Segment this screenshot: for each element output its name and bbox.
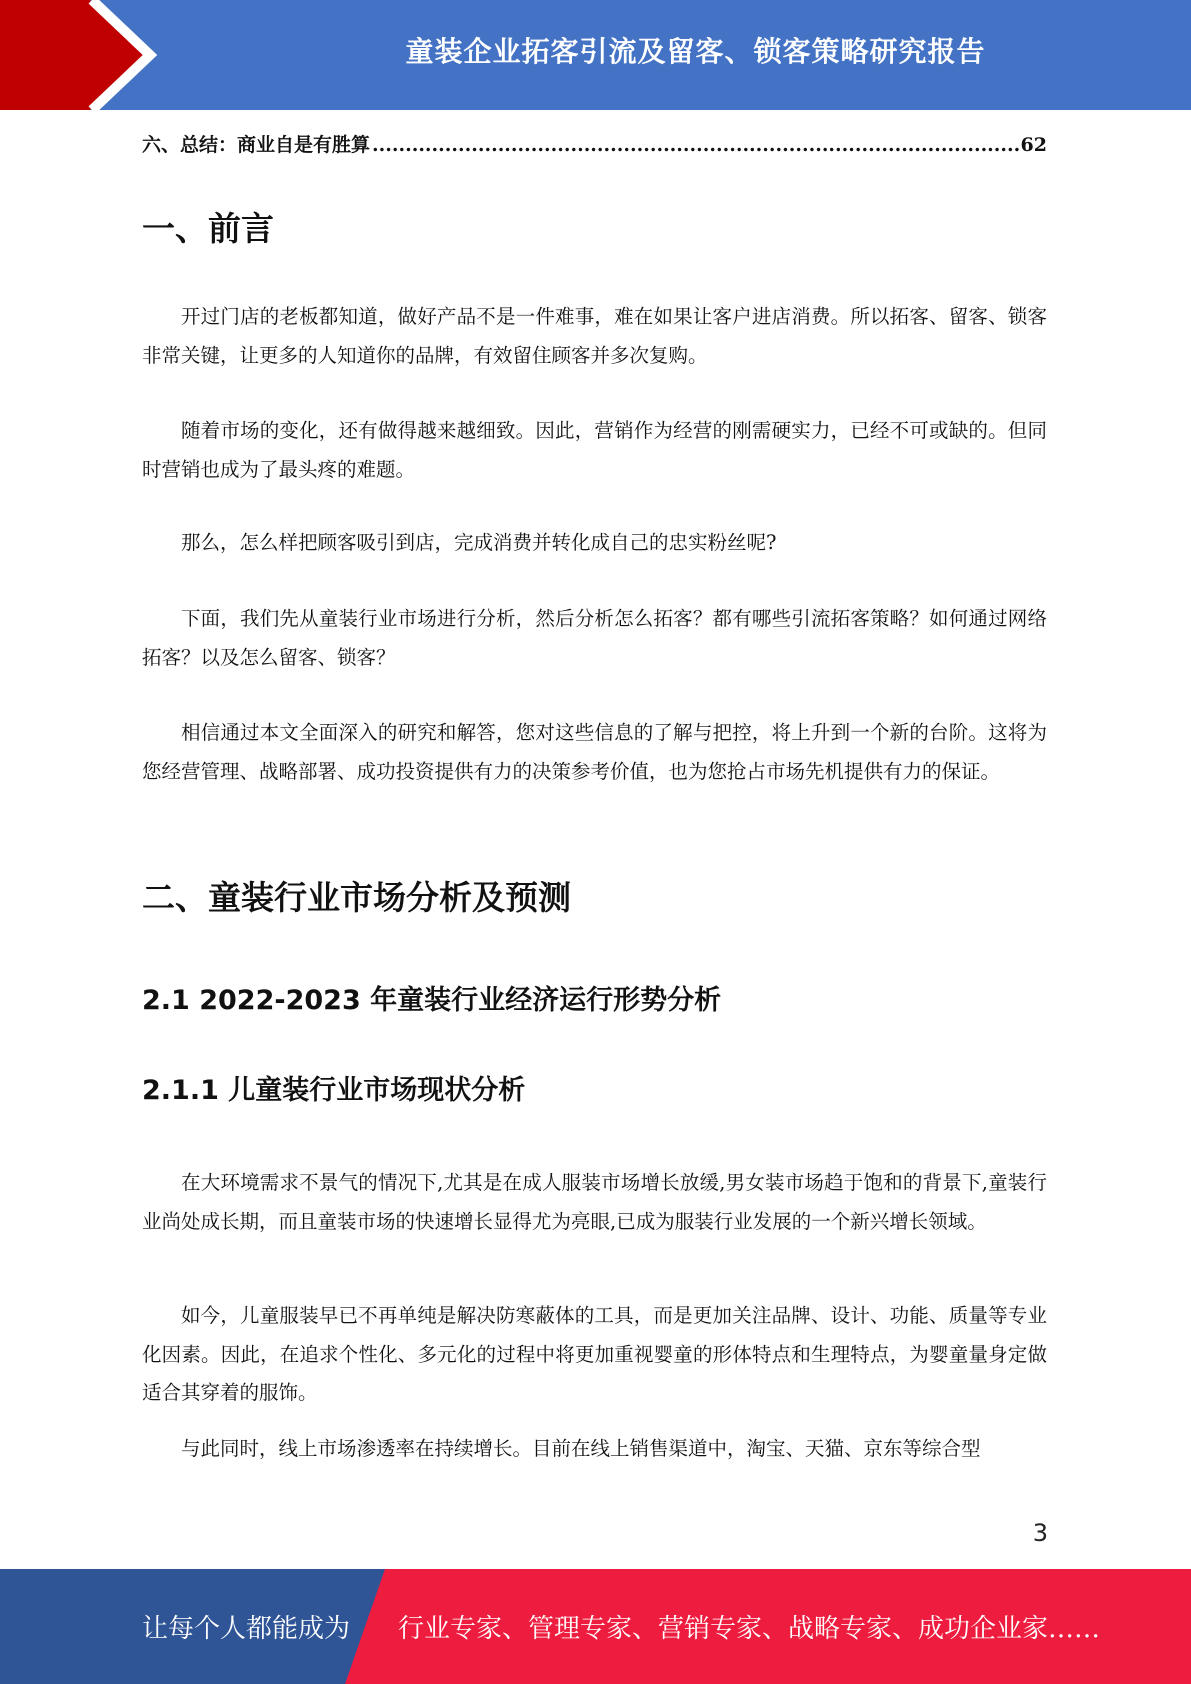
market-paragraph-2: 如今，儿童服装早已不再单纯是解决防寒蔽体的工具，而是更加关注品牌、设计、功能、质量等专业化因素。因此，在追求个性化、多元化的过程中将更加重视婴童的形体特点和生理特点，为婴童量身定做适合其穿着的服饰。 (142, 1304, 1047, 1404)
preface-paragraph-5: 相信通过本文全面深入的研究和解答，您对这些信息的了解与把控，将上升到一个新的台阶。这将为您经营管理、战略部署、成功投资提供有力的决策参考价值，也为您抢占市场先机提供有力的保证。 (142, 721, 1047, 783)
preface-paragraph-3: 那么，怎么样把顾客吸引到店，完成消费并转化成自己的忠实粉丝呢? (181, 531, 777, 554)
preface-paragraph-2: 随着市场的变化，还有做得越来越细致。因此，营销作为经营的刚需硬实力，已经不可或缺的。但同时营销也成为了最头疼的难题。 (142, 419, 1047, 481)
market-paragraph-1: 在大环境需求不景气的情况下,尤其是在成人服装市场增长放缓,男女装市场趋于饱和的背景下,童装行业尚处成长期，而且童装市场的快速增长显得尤为亮眼,已成为服装行业发展的一个新兴增长领域。 (142, 1171, 1047, 1233)
report-header (0, 0, 1191, 110)
footer-slogan-right: 行业专家、管理专家、营销专家、战略专家、成功企业家…… (398, 1614, 1101, 1644)
preface-paragraph-4: 下面，我们先从童装行业市场进行分析，然后分析怎么拓客？都有哪些引流拓客策略？如何通过网络拓客？以及怎么留客、锁客？ (142, 607, 1047, 669)
market-paragraph-3: 与此同时，线上市场渗透率在持续增长。目前在线上销售渠道中，淘宝、天猫、京东等综合型 (181, 1437, 981, 1460)
report-title: 童装企业拓客引流及留客、锁客策略研究报告 (405, 35, 986, 68)
toc-entry-page: 62 (1020, 134, 1047, 156)
toc-entry[interactable] (142, 130, 1047, 157)
preface-paragraph-1: 开过门店的老板都知道，做好产品不是一件难事，难在如果让客户进店消费。所以拓客、留客、锁客非常关键，让更多的人知道你的品牌，有效留住顾客并多次复购。 (142, 305, 1047, 367)
page-number: 3 (1032, 1519, 1048, 1547)
subsection-heading-2-1: 2.1 2022-2023 年童装行业经济运行形势分析 (142, 985, 722, 1016)
footer-slogan-left: 让每个人都能成为 (142, 1614, 351, 1644)
section-heading-preface: 一、前言 (142, 209, 274, 248)
subsection-heading-2-1-1: 2.1.1 儿童装行业市场现状分析 (142, 1075, 526, 1106)
section-heading-market-analysis: 二、童装行业市场分析及预测 (142, 878, 571, 917)
toc-dot-leader (372, 134, 1019, 156)
toc-entry-label: 六、总结：商业自是有胜算 (142, 134, 371, 156)
report-footer (0, 1569, 1191, 1684)
header-arrow-decoration (0, 0, 160, 110)
